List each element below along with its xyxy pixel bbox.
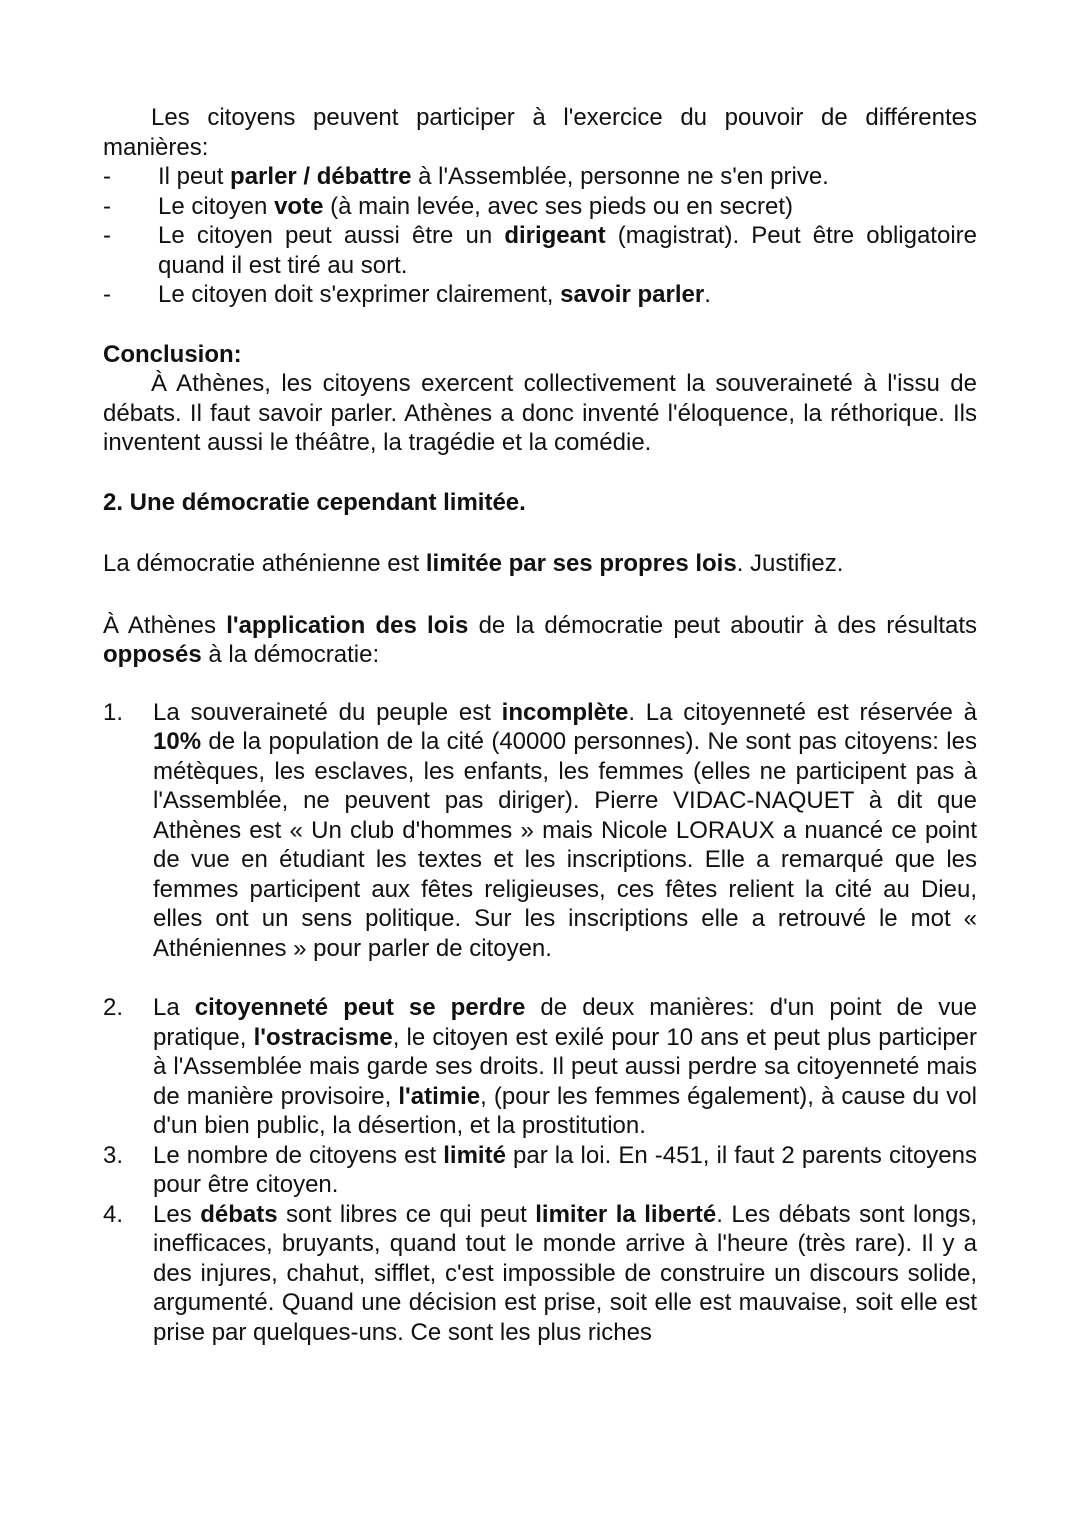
list-marker: - <box>103 222 111 249</box>
list-item <box>103 993 977 1141</box>
list-item-text: Le nombre de citoyens est limité par la loi. En -451, il faut 2 parents citoyens pour être citoyen. <box>153 1141 978 1198</box>
list-item-text: La souveraineté du peuple est incomplète. La citoyenneté est réservée à 10% de la population de la cité (40000 personnes). Ne sont pas citoyens: les métèques, les esclaves, les enfants, les femmes (elles ne participent pas à l'Assemblée, ne peuvent pas diriger). Pierre VIDAC-NAQUET à dit que Athènes est « Un club d'hommes » mais Nicole LORAUX a nuancé ce point de vue en étudiant les textes et les inscriptions. Elle a remarqué que les femmes participent aux fêtes religieuses, ces fêtes relient la cité au Dieu, elles ont un sens politique. Sur les inscriptions elle a retrouvé le mot « Athéniennes » pour parler de citoyen. <box>153 698 977 962</box>
document-page <box>103 103 977 1347</box>
list-item-text: La citoyenneté peut se perdre de deux manières: d'un point de vue pratique, l'ostracisme, le citoyen est exilé pour 10 ans et peut plus participer à l'Assemblée mais garde ses droits. Il peut aussi perdre sa citoyenneté mais de manière provisoire, l'atimie, (pour les femmes également), à cause du vol d'un bien public, la désertion, et la prostitution. <box>153 994 978 1139</box>
bold-term: l'atimie <box>398 1082 481 1110</box>
list-item-text: Il peut parler / débattre à l'Assemblée, personne ne s'en prive. <box>158 163 829 190</box>
list-item-text: Le citoyen peut aussi être un dirigeant (magistrat). Peut être obligatoire quand il est tiré au sort. <box>158 222 977 279</box>
list-item <box>103 221 977 280</box>
question-paragraph: La démocratie athénienne est limitée par ses propres lois. Justifiez. <box>103 550 844 577</box>
list-marker: 2. <box>103 994 124 1021</box>
bold-term: opposés <box>103 641 202 668</box>
bold-term: dirigeant <box>504 222 606 249</box>
list-item-text: Le citoyen vote (à main levée, avec ses pieds ou en secret) <box>158 192 794 220</box>
bold-term: incomplète <box>501 698 629 726</box>
conclusion-paragraph: À Athènes, les citoyens exercent collectivement la souveraineté à l'issu de débats. Il faut savoir parler. Athènes a donc inventé l'éloquence, la réthorique. Ils inventent aussi le théâtre, la tragédie et la comédie. <box>103 370 977 456</box>
intro-paragraph: Les citoyens peuvent participer à l'exercice du pouvoir de différentes manières: <box>103 104 977 161</box>
participation-list <box>103 162 977 310</box>
list-marker: - <box>103 163 111 190</box>
list-marker: - <box>103 192 111 220</box>
bold-term: limiter la liberté <box>535 1200 717 1228</box>
bold-term: citoyenneté peut se perdre <box>194 994 526 1021</box>
list-item-text: Les débats sont libres ce qui peut limiter la liberté. Les débats sont longs, inefficaces, bruyants, quand tout le monde arrive à l'heure (très rare). Il y a des injures, chahut, sifflet, c'est impossible de construire un discours solide, argumenté. Quand une décision est prise, soit elle est mauvaise, soit elle est prise par quelques-uns. Ce sont les plus riches <box>153 1200 978 1346</box>
bold-term: parler / débattre <box>230 163 412 190</box>
bold-term: 10% <box>153 728 202 755</box>
bold-term: limité <box>443 1141 506 1169</box>
section-heading: 2. Une démocratie cependant limitée. <box>103 488 526 516</box>
bold-term: l'application des lois <box>226 611 469 639</box>
list-marker: 3. <box>103 1141 124 1169</box>
bold-term: savoir parler <box>560 281 705 308</box>
lead-paragraph: À Athènes l'application des lois de la démocratie peut aboutir à des résultats opposés à la démocratie: <box>103 611 978 668</box>
list-marker: - <box>103 281 111 308</box>
list-item-text: Le citoyen doit s'exprimer clairement, savoir parler. <box>158 281 711 308</box>
conclusion-heading: Conclusion: <box>103 340 242 368</box>
list-item <box>103 1141 977 1200</box>
list-item <box>103 192 977 222</box>
list-item <box>103 280 977 310</box>
list-item <box>103 162 977 192</box>
bold-term: limitée par ses propres lois <box>425 550 737 577</box>
limits-list <box>103 698 977 1348</box>
list-item <box>103 1200 977 1348</box>
bold-term: débats <box>200 1200 278 1228</box>
list-marker: 1. <box>103 698 124 726</box>
list-item <box>103 698 977 964</box>
list-marker: 4. <box>103 1200 124 1228</box>
bold-term: vote <box>274 192 324 220</box>
bold-term: l'ostracisme <box>253 1023 393 1051</box>
